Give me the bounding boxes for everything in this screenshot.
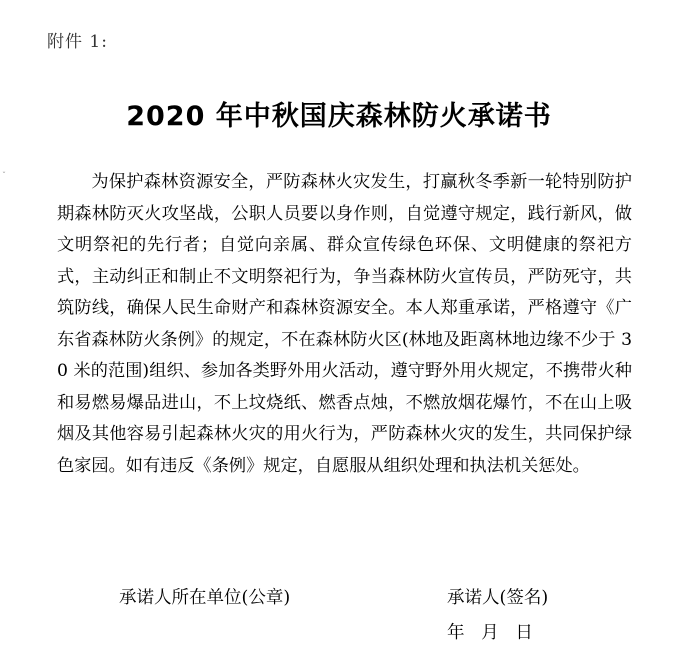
signature-date-line: 年 月 日: [447, 623, 533, 643]
margin-mark: ˇ: [2, 171, 6, 180]
signature-person-label: 承诺人(签名): [447, 588, 549, 608]
document-title: 2020 年中秋国庆森林防火承诺书: [126, 101, 552, 133]
pledge-body-text: 为保护森林资源安全，严防森林火灾发生，打赢秋冬季新一轮特别防护期森林防灭火攻坚战，公职人员要以身作则，自觉遵守规定，践行新风，做文明祭祀的先行者；自觉向亲属、群众宣传绿色环保、文明健康的祭祀方式，主动纠正和制止不文明祭祀行为，争当森林防火宣传员，严防死守，共筑防线，确保人民生命财产和森林资源安全。本人郑重承诺，严格遵守《广东省森林防火条例》的规定，不在森林防火区(林地及距离林地边缘不少于 30 米的范围)组织、参加各类野外用火活动，遵守野外用火规定，不携带火种和易燃易爆品进山，不上坟烧纸、燃香点烛，不燃放烟花爆竹，不在山上吸烟及其他容易引起森林火灾的用火行为，严防森林火灾的发生，共同保护绿色家园。如有违反《条例》规定，自愿服从组织处理和执法机关惩处。: [57, 172, 632, 476]
signature-unit-label: 承诺人所在单位(公章): [119, 588, 291, 608]
attachment-label: 附件 1:: [47, 32, 108, 52]
